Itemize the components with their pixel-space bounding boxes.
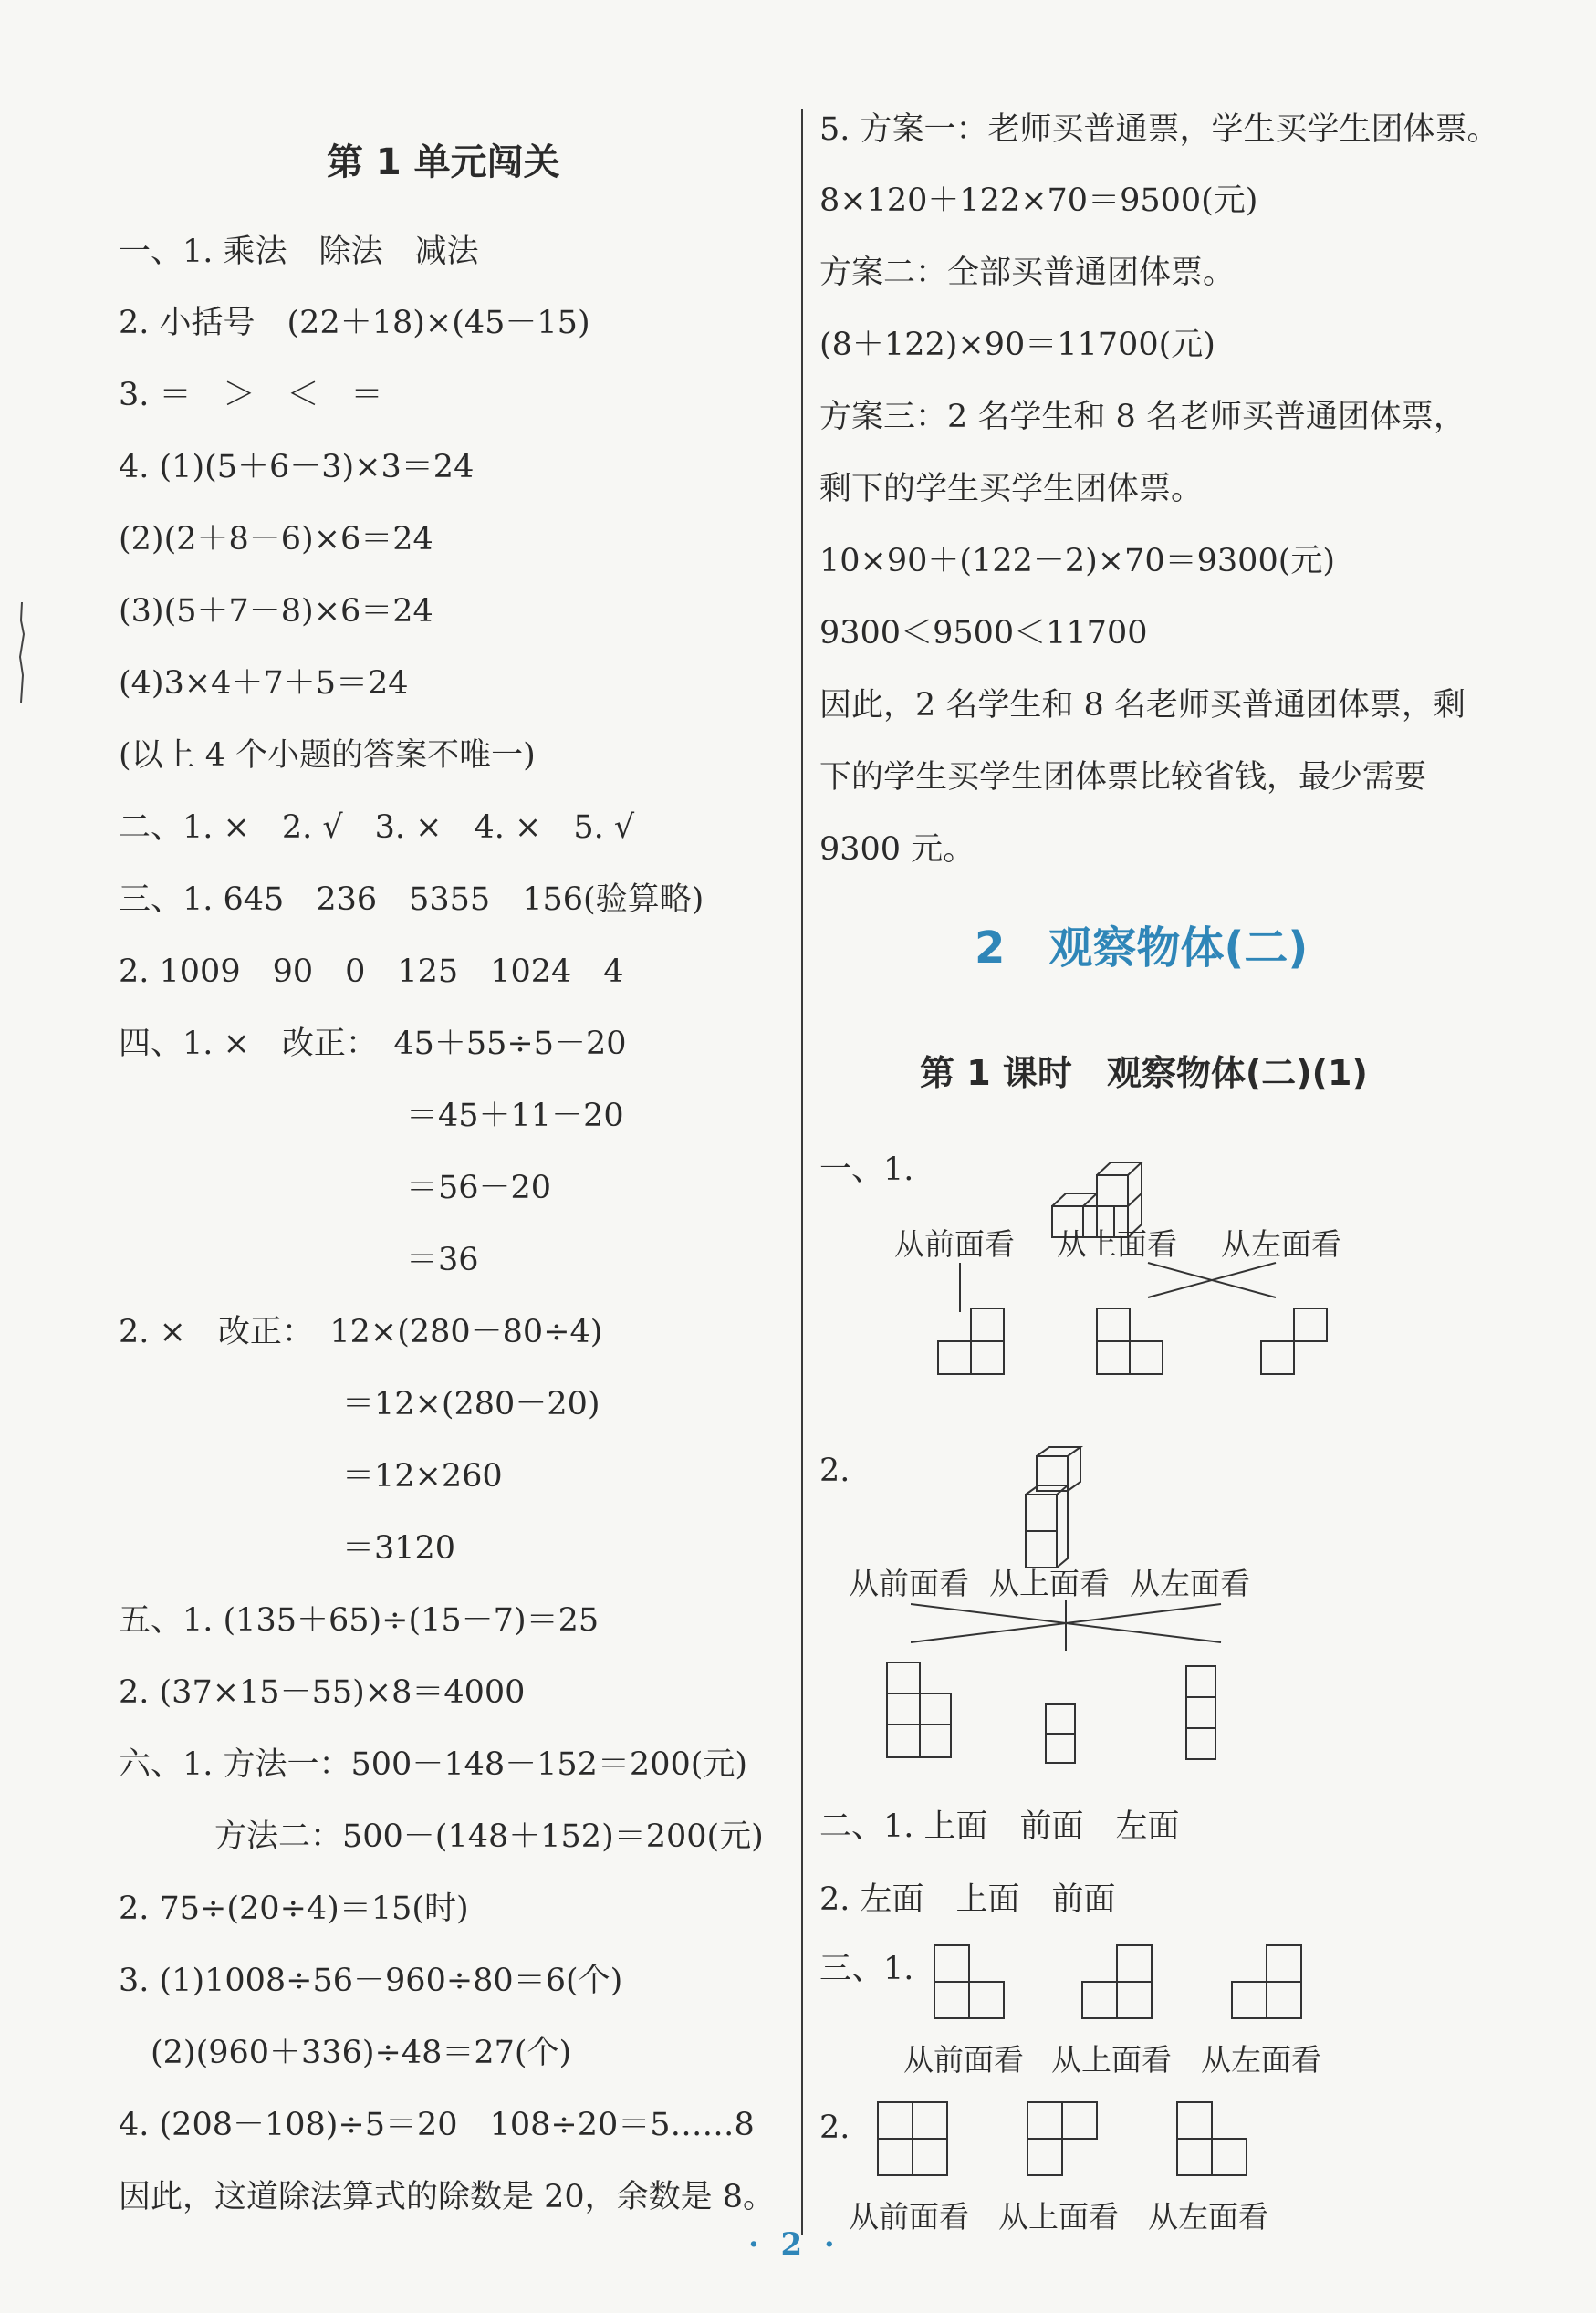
answer-line: 2. 1009 90 0 125 1024 4	[119, 953, 624, 990]
answer-line: 剩下的学生买学生团体票。	[819, 471, 1204, 507]
view-shape-top	[1044, 1703, 1080, 1770]
view-shape-top	[1080, 1943, 1157, 2026]
answer-line: 2. (37×15－55)×8＝4000	[119, 1674, 526, 1711]
answer-line: (3)(5＋7－8)×6＝24	[119, 593, 433, 630]
view-label-front: 从前面看	[849, 2199, 969, 2235]
view-shape-left	[1175, 2100, 1252, 2183]
question-label: 2.	[819, 2110, 850, 2146]
answer-line: 3. (1)1008÷56－960÷80＝6(个)	[119, 1963, 623, 1999]
answer-line: 方法二：500－(148＋152)＝200(元)	[119, 1818, 764, 1855]
answer-line: 方案二：全部买普通团体票。	[819, 255, 1236, 291]
view-label-front: 从前面看	[894, 1226, 1015, 1262]
view-shape-top	[1095, 1307, 1168, 1380]
answer-line: 8×120＋122×70＝9500(元)	[819, 182, 1258, 219]
view-shape-front	[885, 1661, 954, 1765]
answer-line: 10×90＋(122－2)×70＝9300(元)	[819, 543, 1336, 579]
view-label-top: 从上面看	[1051, 2042, 1172, 2078]
answer-line: ＝3120	[119, 1530, 456, 1567]
answer-line: 9300＜9500＜11700	[819, 615, 1148, 651]
view-label-left: 从左面看	[1130, 1566, 1250, 1601]
answer-line: 2. × 改正： 12×(280－80÷4)	[119, 1314, 603, 1350]
answer-line: (以上 4 个小题的答案不唯一)	[119, 737, 536, 774]
answer-line: 因此，2 名学生和 8 名老师买普通团体票，剩	[819, 687, 1466, 724]
answer-line: 5. 方案一：老师买普通票，学生买学生团体票。	[819, 111, 1499, 148]
view-label-top: 从上面看	[1057, 1226, 1177, 1262]
answer-line: 4. (208－108)÷5＝20 108÷20＝5……8	[119, 2107, 755, 2143]
view-shape-top	[1026, 2100, 1102, 2183]
answer-line: (2)(2＋8－6)×6＝24	[119, 521, 433, 557]
answer-line: ＝45＋11－20	[119, 1098, 624, 1134]
view-label-top: 从上面看	[998, 2199, 1119, 2235]
view-shape-left	[1259, 1307, 1332, 1380]
unit-title: 第 1 单元闯关	[327, 141, 560, 183]
section-title: 2 观察物体(二)	[975, 922, 1309, 974]
answer-line: 六、1. 方法一：500－148－152＝200(元)	[119, 1746, 748, 1783]
answer-line: 4. (1)(5＋6－3)×3＝24	[119, 449, 475, 485]
answer-line: 二、1. 上面 前面 左面	[819, 1808, 1180, 1845]
view-shape-front	[876, 2100, 953, 2183]
view-shape-left	[1230, 1943, 1307, 2026]
answer-line: (4)3×4＋7＋5＝24	[119, 665, 409, 702]
page-number: · 2 ·	[748, 2226, 835, 2263]
answer-line: 四、1. × 改正： 45＋55÷5－20	[119, 1026, 627, 1062]
view-label-left: 从左面看	[1221, 1226, 1341, 1262]
answer-line: 二、1. × 2. √ 3. × 4. × 5. √	[119, 809, 635, 846]
view-label-top: 从上面看	[989, 1566, 1110, 1601]
answer-line: 五、1. (135＋65)÷(15－7)＝25	[119, 1602, 600, 1639]
answer-line: (2)(960＋336)÷48＝27(个)	[119, 2035, 572, 2071]
answer-line: 一、1. 乘法 除法 减法	[119, 234, 479, 270]
answer-line: (8＋122)×90＝11700(元)	[819, 327, 1215, 363]
answer-line: 2. 小括号 (22＋18)×(45－15)	[119, 305, 590, 341]
question-label: 三、1.	[819, 1951, 914, 1987]
view-shape-front	[933, 1943, 1009, 2026]
answer-line: 2. 左面 上面 前面	[819, 1881, 1116, 1918]
answer-line: ＝12×260	[119, 1458, 503, 1495]
question-label: 2.	[819, 1453, 850, 1489]
question-label: 一、1.	[819, 1151, 914, 1188]
view-shape-front	[936, 1307, 1009, 1380]
answer-line: 三、1. 645 236 5355 156(验算略)	[119, 881, 704, 918]
answer-line: ＝56－20	[119, 1170, 552, 1206]
answer-line: ＝12×(280－20)	[119, 1386, 600, 1422]
answer-line: 9300 元。	[819, 831, 975, 868]
matching-lines	[911, 1599, 1312, 1657]
answer-line: 3. ＝ ＞ ＜ ＝	[119, 377, 383, 413]
answer-line: 方案三：2 名学生和 8 名老师买普通团体票，	[819, 399, 1466, 435]
view-shape-left	[1184, 1664, 1221, 1765]
column-divider	[801, 109, 803, 2235]
view-label-left: 从左面看	[1148, 2199, 1268, 2235]
view-label-front: 从前面看	[849, 1566, 969, 1601]
view-label-front: 从前面看	[903, 2042, 1024, 2078]
answer-line: 2. 75÷(20÷4)＝15(时)	[119, 1891, 469, 1927]
scan-mark	[18, 602, 26, 703]
lesson-title: 第 1 课时 观察物体(二)(1)	[920, 1053, 1368, 1093]
answer-line: 下的学生买学生团体票比较省钱，最少需要	[819, 759, 1427, 796]
answer-line: 因此，这道除法算式的除数是 20，余数是 8。	[119, 2179, 776, 2215]
answer-line: ＝36	[119, 1242, 479, 1278]
view-label-left: 从左面看	[1201, 2042, 1321, 2078]
cube-tower-figure	[1022, 1445, 1095, 1577]
